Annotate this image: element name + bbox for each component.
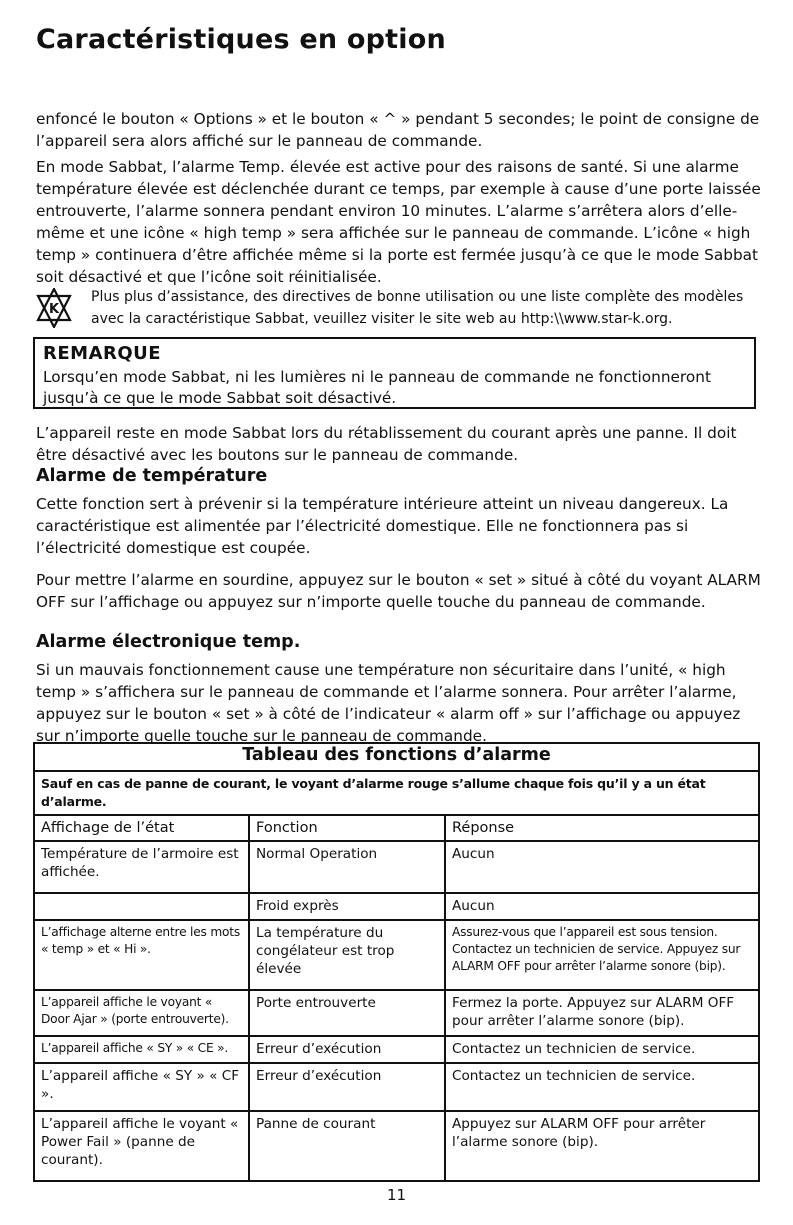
- svg-text:K: K: [48, 302, 60, 317]
- table-cell: Assurez-vous que l’appareil est sous tension. Contactez un technicien de service. Appuyez sur ALARM OFF pour arrêter l’alarme sonore (bip).: [445, 920, 759, 990]
- table-row: [34, 1063, 759, 1111]
- table-cell: La température du congélateur est trop élevée: [249, 920, 445, 990]
- table-row: [34, 920, 759, 990]
- table-cell: Appuyez sur ALARM OFF pour arrêter l’alarme sonore (bip).: [445, 1111, 759, 1181]
- table-cell: Erreur d’exécution: [249, 1036, 445, 1063]
- table-note: Sauf en cas de panne de courant, le voyant d’alarme rouge s’allume chaque fois qu’il y a un état d’alarme.: [34, 771, 759, 815]
- sabbath-mode-paragraph: En mode Sabbat, l’alarme Temp. élevée est active pour des raisons de santé. Si une alarme température élevée est déclenchée durant ce temps, par exemple à cause d’une porte laissée entrouverte, l’alarme sonnera pendant environ 10 minutes. L’alarme s’arrêtera alors d’elle-même et une icône « high temp » sera affichée sur le panneau de commande. L’icône « high temp » continuera d’être affichée même si la porte est fermée jusqu’à ce que le mode Sabbat soit désactivé et que l’icône soit réinitialisée.: [36, 158, 761, 286]
- temperature-alarm-paragraph-2: Pour mettre l’alarme en sourdine, appuyez sur le bouton « set » situé à côté du voyant ALARM OFF sur l’affichage ou appuyez sur n’importe quelle touche du panneau de commande.: [36, 571, 761, 611]
- star-k-note: [36, 286, 761, 332]
- table-cell: Aucun: [445, 841, 759, 893]
- table-cell: Froid exprès: [249, 893, 445, 920]
- table-row: [34, 893, 759, 920]
- note-text: Lorsqu’en mode Sabbat, ni les lumières ni le panneau de commande ne fonctionneront jusqu’à ce que le mode Sabbat soit désactivé.: [43, 368, 711, 407]
- table-cell: L’appareil affiche le voyant « Door Ajar » (porte entrouverte).: [34, 990, 249, 1036]
- star-k-note-line-2: avec la caractéristique Sabbat, veuillez visiter le site web au http:\\www.star-k.org.: [91, 311, 673, 327]
- note-box: [33, 337, 756, 409]
- table-cell: Panne de courant: [249, 1111, 445, 1181]
- electronic-alarm-paragraph: Si un mauvais fonctionnement cause une température non sécuritaire dans l’unité, « high temp » s’affichera sur le panneau de commande et l’alarme sonnera. Pour arrêter l’alarme, appuyez sur le bouton « set » à côté de l’indicateur « alarm off » sur l’affichage ou appuyez sur n’importe quelle touche sur le panneau de commande.: [36, 661, 741, 745]
- table-cell: [34, 893, 249, 920]
- table-caption: Tableau des fonctions d’alarme: [34, 743, 759, 771]
- alarm-functions-table: [33, 742, 760, 1182]
- electronic-alarm-heading: Alarme électronique temp.: [36, 632, 301, 652]
- table-cell: Fermez la porte. Appuyez sur ALARM OFF pour arrêter l’alarme sonore (bip).: [445, 990, 759, 1036]
- table-cell: L’appareil affiche le voyant « Power Fail » (panne de courant).: [34, 1111, 249, 1181]
- temperature-alarm-paragraph-1: Cette fonction sert à prévenir si la température intérieure atteint un niveau dangereux. La caractéristique est alimentée par l’électricité domestique. Elle ne fonctionnera pas si l’électricité domestique est coupée.: [36, 495, 729, 557]
- table-cell: Normal Operation: [249, 841, 445, 893]
- column-header: Affichage de l’état: [34, 815, 249, 841]
- note-title: REMARQUE: [43, 343, 162, 364]
- table-header-row: [34, 815, 759, 841]
- table-cell: Porte entrouverte: [249, 990, 445, 1036]
- intro-paragraph-1: enfoncé le bouton « Options » et le bouton « ^ » pendant 5 secondes; le point de consigne de l’appareil sera alors affiché sur le panneau de commande.: [36, 110, 760, 150]
- table-cell: Aucun: [445, 893, 759, 920]
- table-row: [34, 990, 759, 1036]
- table-row: [34, 841, 759, 893]
- page-title: Caractéristiques en option: [36, 24, 446, 55]
- table-cell: L’affichage alterne entre les mots « temp » et « Hi ».: [34, 920, 249, 990]
- table-cell: Contactez un technicien de service.: [445, 1036, 759, 1063]
- table-cell: L’appareil affiche « SY » « CE ».: [34, 1036, 249, 1063]
- table-cell: L’appareil affiche « SY » « CF ».: [34, 1063, 249, 1111]
- star-k-note-line-1: Plus plus d’assistance, des directives de bonne utilisation ou une liste complète des modèles: [91, 289, 744, 305]
- power-restore-paragraph: L’appareil reste en mode Sabbat lors du rétablissement du courant après une panne. Il doit être désactivé avec les boutons sur le panneau de commande.: [36, 424, 737, 464]
- star-k-icon: [36, 288, 72, 328]
- table-cell: Température de l’armoire est affichée.: [34, 841, 249, 893]
- table-cell: Erreur d’exécution: [249, 1063, 445, 1111]
- table-cell: Contactez un technicien de service.: [445, 1063, 759, 1111]
- column-header: Réponse: [445, 815, 759, 841]
- temperature-alarm-heading: Alarme de température: [36, 466, 268, 486]
- column-header: Fonction: [249, 815, 445, 841]
- table-row: [34, 1111, 759, 1181]
- page-number: 11: [386, 1186, 407, 1204]
- table-row: [34, 1036, 759, 1063]
